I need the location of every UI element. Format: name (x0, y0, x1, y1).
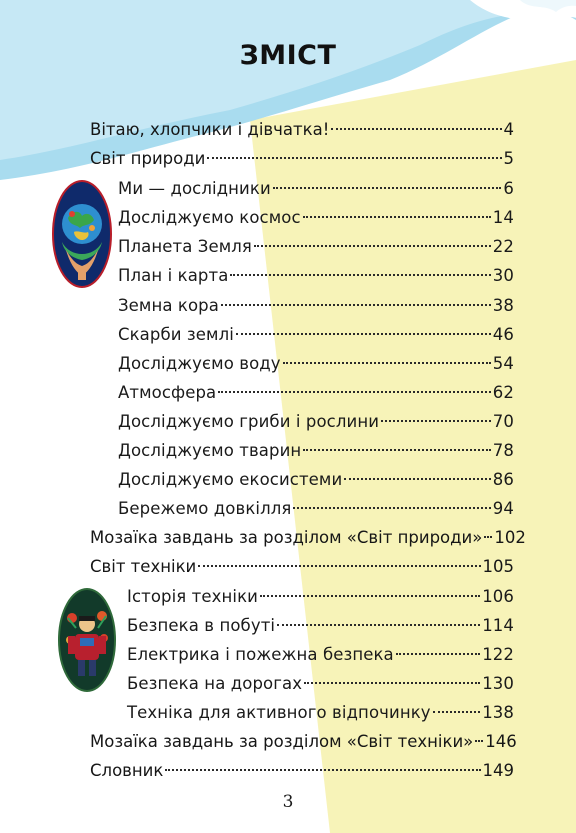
toc-entry-label: Досліджуємо воду (118, 354, 281, 373)
toc-page-number: 122 (482, 645, 514, 664)
toc-page-number: 102 (494, 528, 526, 547)
toc-entry-label: Техніка для активного відпочинку (127, 703, 431, 722)
toc-leader-dots (198, 564, 480, 567)
toc-entry-plan-map[interactable] (118, 264, 514, 288)
toc-entry-electric-fire-safety[interactable] (127, 643, 514, 667)
toc-entry-animals[interactable] (118, 439, 514, 463)
toc-page-number: 130 (482, 674, 514, 693)
toc-page-number: 38 (492, 296, 514, 315)
toc-entry-label: Безпека в побуті (127, 616, 276, 635)
earth-in-hands-icon (52, 180, 112, 288)
toc-entry-planet-earth[interactable] (118, 235, 514, 259)
toc-entry-tech-history[interactable] (127, 585, 514, 609)
toc-leader-dots (221, 303, 491, 306)
toc-page-number: 54 (492, 354, 514, 373)
toc-leader-dots (303, 215, 491, 218)
toc-entry-earth-crust[interactable] (118, 294, 514, 318)
toc-entry-nature-world[interactable] (90, 147, 514, 171)
toc-entry-label: Планета Земля (118, 237, 252, 256)
toc-entry-environment[interactable] (118, 497, 514, 521)
toc-leader-dots (260, 594, 480, 597)
toc-entry-label: Досліджуємо гриби і рослини (118, 412, 380, 431)
toc-entry-active-leisure-tech[interactable] (127, 701, 514, 725)
toc-page-number: 149 (482, 761, 514, 780)
toc-leader-dots (475, 739, 483, 742)
toc-entry-road-safety[interactable] (127, 672, 514, 696)
toc-entry-ecosystems[interactable] (118, 468, 514, 492)
toc-page-number: 70 (492, 412, 514, 431)
robot-figure-icon (58, 588, 116, 692)
toc-entry-label: Світ техніки (90, 557, 197, 576)
toc-page-number: 94 (492, 499, 514, 518)
toc-leader-dots (331, 127, 501, 130)
toc-leader-dots (283, 361, 491, 364)
toc-entry-label: Досліджуємо екосистеми (118, 470, 343, 489)
toc-leader-dots (273, 186, 502, 189)
toc-leader-dots (303, 448, 490, 451)
toc-page-number: 86 (492, 470, 514, 489)
toc-leader-dots (293, 506, 490, 509)
toc-entry-technology-world[interactable] (90, 555, 514, 579)
page-title: ЗМІСТ (239, 40, 337, 71)
toc-page-number: 5 (503, 149, 514, 168)
toc-page-number: 30 (492, 266, 514, 285)
toc-entry-label: Скарби землі (118, 325, 234, 344)
toc-page-number: 4 (503, 120, 514, 139)
toc-entry-researchers[interactable] (118, 177, 514, 201)
toc-page-number: 62 (492, 383, 514, 402)
toc-entry-label: Безпека на дорогах (127, 674, 303, 693)
toc-entry-label: Ми — дослідники (118, 179, 271, 198)
toc-entry-label: Бережемо довкілля (118, 499, 292, 518)
toc-entry-glossary[interactable] (90, 759, 514, 783)
toc-page-number: 146 (485, 732, 517, 751)
toc-entry-label: Історія техніки (127, 587, 258, 606)
toc-leader-dots (304, 681, 480, 684)
toc-leader-dots (207, 156, 501, 159)
toc-leader-dots (433, 710, 481, 713)
toc-entry-label: Електрика і пожежна безпека (127, 645, 394, 664)
toc-leader-dots (165, 768, 480, 771)
toc-page-number: 14 (492, 208, 514, 227)
toc-leader-dots (218, 390, 491, 393)
toc-entry-label: Мозаїка завдань за розділом «Світ природи» (90, 528, 483, 547)
toc-leader-dots (254, 244, 491, 247)
toc-page-number: 46 (492, 325, 514, 344)
toc-leader-dots (344, 477, 491, 480)
page-number: 3 (282, 792, 294, 812)
toc-page-number: 106 (482, 587, 514, 606)
toc-entry-label: Мозаїка завдань за розділом «Світ техніки» (90, 732, 474, 751)
toc-leader-dots (381, 419, 491, 422)
toc-entry-label: Світ природи (90, 149, 206, 168)
toc-page-number: 105 (482, 557, 514, 576)
toc-entry-label: План і карта (118, 266, 229, 285)
toc-page-number: 6 (503, 179, 514, 198)
toc-entry-atmosphere[interactable] (118, 381, 514, 405)
toc-leader-dots (396, 652, 480, 655)
toc-entry-earth-treasures[interactable] (118, 323, 514, 347)
toc-entry-label: Словник (90, 761, 164, 780)
toc-entry-space[interactable] (118, 206, 514, 230)
toc-leader-dots (236, 332, 491, 335)
toc-entry-label: Атмосфера (118, 383, 217, 402)
toc-entry-home-safety[interactable] (127, 614, 514, 638)
toc-entry-technology-mosaic[interactable] (90, 730, 517, 754)
toc-page-number: 138 (482, 703, 514, 722)
toc-leader-dots (277, 623, 480, 626)
toc-leader-dots (484, 535, 492, 538)
toc-entry-label: Досліджуємо тварин (118, 441, 302, 460)
toc-entry-fungi-plants[interactable] (118, 410, 514, 434)
toc-entry-label: Досліджуємо космос (118, 208, 301, 227)
toc-entry-label: Вітаю, хлопчики і дівчатка! (90, 120, 330, 139)
toc-page-number: 22 (492, 237, 514, 256)
toc-entry-nature-mosaic[interactable] (90, 526, 526, 550)
toc-entry-greeting[interactable] (90, 118, 514, 142)
toc-leader-dots (230, 273, 490, 276)
toc-page-number: 78 (492, 441, 514, 460)
toc-page-number: 114 (482, 616, 514, 635)
toc-entry-water[interactable] (118, 352, 514, 376)
toc-entry-label: Земна кора (118, 296, 219, 315)
